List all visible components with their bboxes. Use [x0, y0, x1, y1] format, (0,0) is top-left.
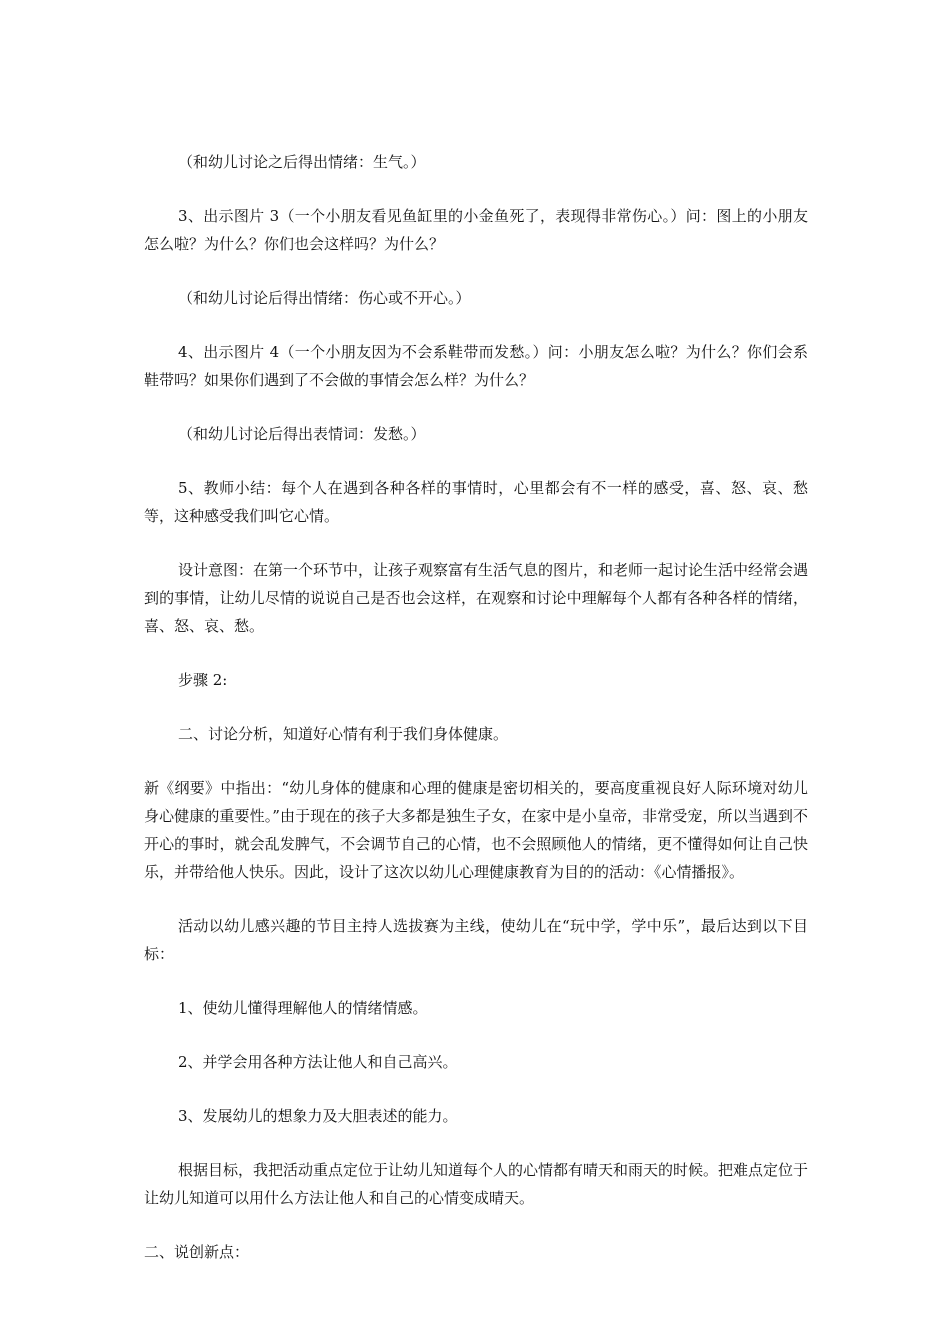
paragraph-key-points: 根据目标，我把活动重点定位于让幼儿知道每个人的心情都有晴天和雨天的时候。把难点定位于让幼儿知道可以用什么方法让他人和自己的心情变成晴天。 [144, 1161, 809, 1207]
paragraph-discussion-worried: （和幼儿讨论后得出表情词：发愁。） [178, 425, 426, 443]
paragraph-design-intent: 设计意图：在第一个环节中，让孩子观察富有生活气息的图片，和老师一起讨论生活中经常会遇到的事情，让幼儿尽情的说说自己是否也会这样，在观察和讨论中理解每个人都有各种各样的情绪，喜、怒、哀、愁。 [144, 561, 809, 635]
document-body [144, 148, 808, 1292]
paragraph-outline-quote: 新《纲要》中指出：“幼儿身体的健康和心理的健康是密切相关的，要高度重视良好人际环境对幼儿身心健康的重要性。”由于现在的孩子大多都是独生子女，在家中是小皇帝，非常受宠，所以当遇到不开心的事时，就会乱发脾气，不会调节自己的心情，也不会照顾他人的情绪，更不懂得如何让自己快乐，并带给他人快乐。因此，设计了这次以幼儿心理健康教育为目的的活动：《心情播报》。 [144, 779, 808, 881]
section-heading-innovation: 二、说创新点： [144, 1243, 250, 1261]
paragraph-activity-goals-intro: 活动以幼儿感兴趣的节目主持人选拔赛为主线，使幼儿在“玩中学，学中乐”，最后达到以下目标： [144, 917, 808, 963]
paragraph-teacher-summary: 5、教师小结：每个人在遇到各种各样的事情时，心里都会有不一样的感受，喜、怒、哀、愁等，这种感受我们叫它心情。 [144, 479, 808, 525]
paragraph-picture-4: 4、出示图片 4（一个小朋友因为不会系鞋带而发愁。）问：小朋友怎么啦？为什么？你们会系鞋带吗？如果你们遇到了不会做的事情会怎么样？为什么？ [144, 343, 808, 389]
paragraph-picture-3: 3、出示图片 3（一个小朋友看见鱼缸里的小金鱼死了，表现得非常伤心。）问：图上的小朋友怎么啦？为什么？你们也会这样吗？为什么？ [144, 207, 808, 253]
list-item-goal-3: 3、发展幼儿的想象力及大胆表述的能力。 [178, 1107, 458, 1125]
list-item-goal-2: 2、并学会用各种方法让他人和自己高兴。 [178, 1053, 458, 1071]
paragraph-discussion-sad: （和幼儿讨论后得出情绪：伤心或不开心。） [178, 289, 471, 307]
list-item-goal-1: 1、使幼儿懂得理解他人的情绪情感。 [178, 999, 428, 1017]
paragraph-discussion-angry: （和幼儿讨论之后得出情绪：生气。） [178, 153, 426, 171]
paragraph-step-2: 步骤 2: [178, 671, 228, 689]
section-heading-discussion: 二、讨论分析，知道好心情有利于我们身体健康。 [178, 725, 509, 743]
